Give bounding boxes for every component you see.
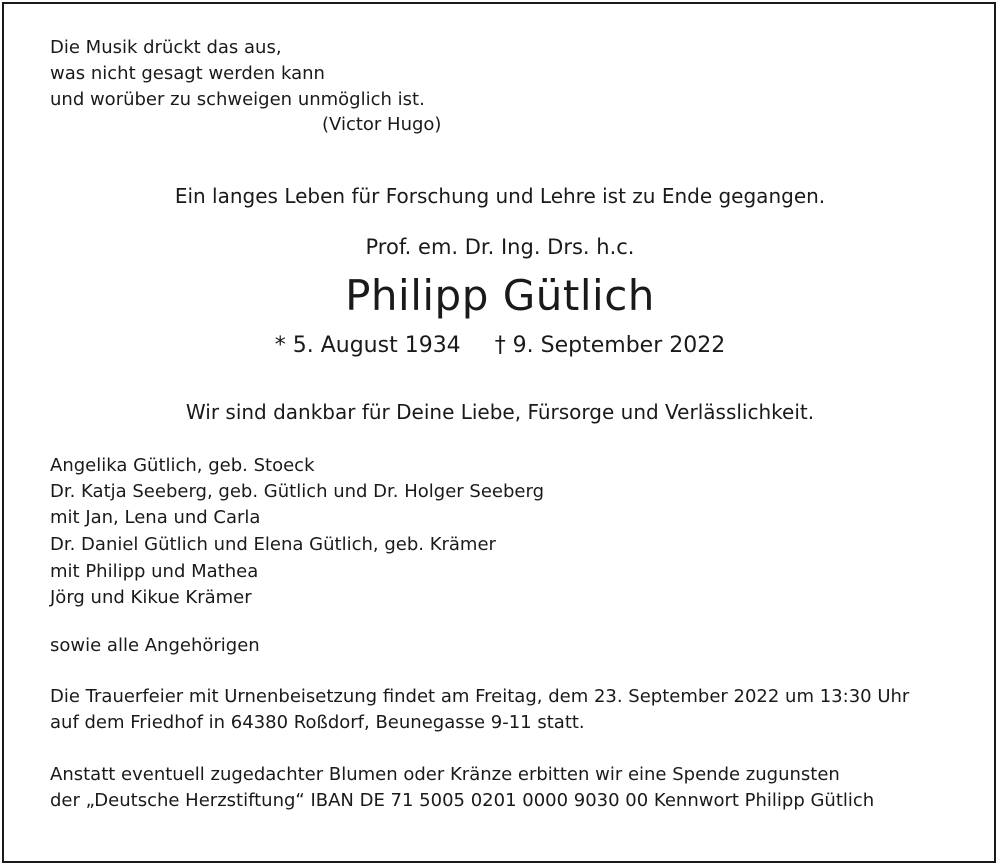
gratitude-text: Wir sind dankbar für Deine Liebe, Fürsorge und Verlässlichkeit. bbox=[185, 400, 815, 424]
mourner-line-5: mit Philipp und Mathea bbox=[50, 561, 259, 582]
mourner-line-2: Dr. Katja Seeberg, geb. Gütlich und Dr. Holger Seeberg bbox=[50, 481, 544, 502]
ceremony-line-2: auf dem Friedhof in 64380 Roßdorf, Beunegasse 9-11 statt. bbox=[50, 712, 585, 733]
deceased-name: Philipp Gütlich bbox=[345, 271, 655, 320]
ceremony-line-1: Die Trauerfeier mit Urnenbeisetzung findet am Freitag, dem 23. September 2022 um 13:30 Uhr bbox=[50, 686, 910, 707]
intro-text: Ein langes Leben für Forschung und Lehre ist zu Ende gegangen. bbox=[174, 184, 826, 208]
mourner-line-4: Dr. Daniel Gütlich und Elena Gütlich, geb. Krämer bbox=[50, 534, 496, 555]
academic-title: Prof. em. Dr. Ing. Drs. h.c. bbox=[365, 235, 635, 259]
mourner-line-6: Jörg und Kikue Krämer bbox=[50, 587, 252, 608]
mourner-line-3: mit Jan, Lena und Carla bbox=[50, 507, 261, 528]
quote-attribution: (Victor Hugo) bbox=[322, 114, 442, 135]
life-dates bbox=[0, 331, 1000, 361]
birth-date: * 5. August 1934 bbox=[274, 333, 461, 358]
mourner-line-1: Angelika Gütlich, geb. Stoeck bbox=[50, 455, 315, 476]
donation-line-2: der „Deutsche Herzstiftung“ IBAN DE 71 5005 0201 0000 9030 00 Kennwort Philipp Gütlich bbox=[50, 790, 875, 811]
quote-line-2: was nicht gesagt werden kann bbox=[50, 63, 325, 84]
relatives-line: sowie alle Angehörigen bbox=[50, 635, 260, 656]
donation-line-1: Anstatt eventuell zugedachter Blumen oder Kränze erbitten wir eine Spende zugunsten bbox=[50, 764, 840, 785]
quote-line-1: Die Musik drückt das aus, bbox=[50, 37, 282, 58]
death-date: † 9. September 2022 bbox=[494, 333, 726, 358]
quote-line-3: und worüber zu schweigen unmöglich ist. bbox=[50, 89, 425, 110]
